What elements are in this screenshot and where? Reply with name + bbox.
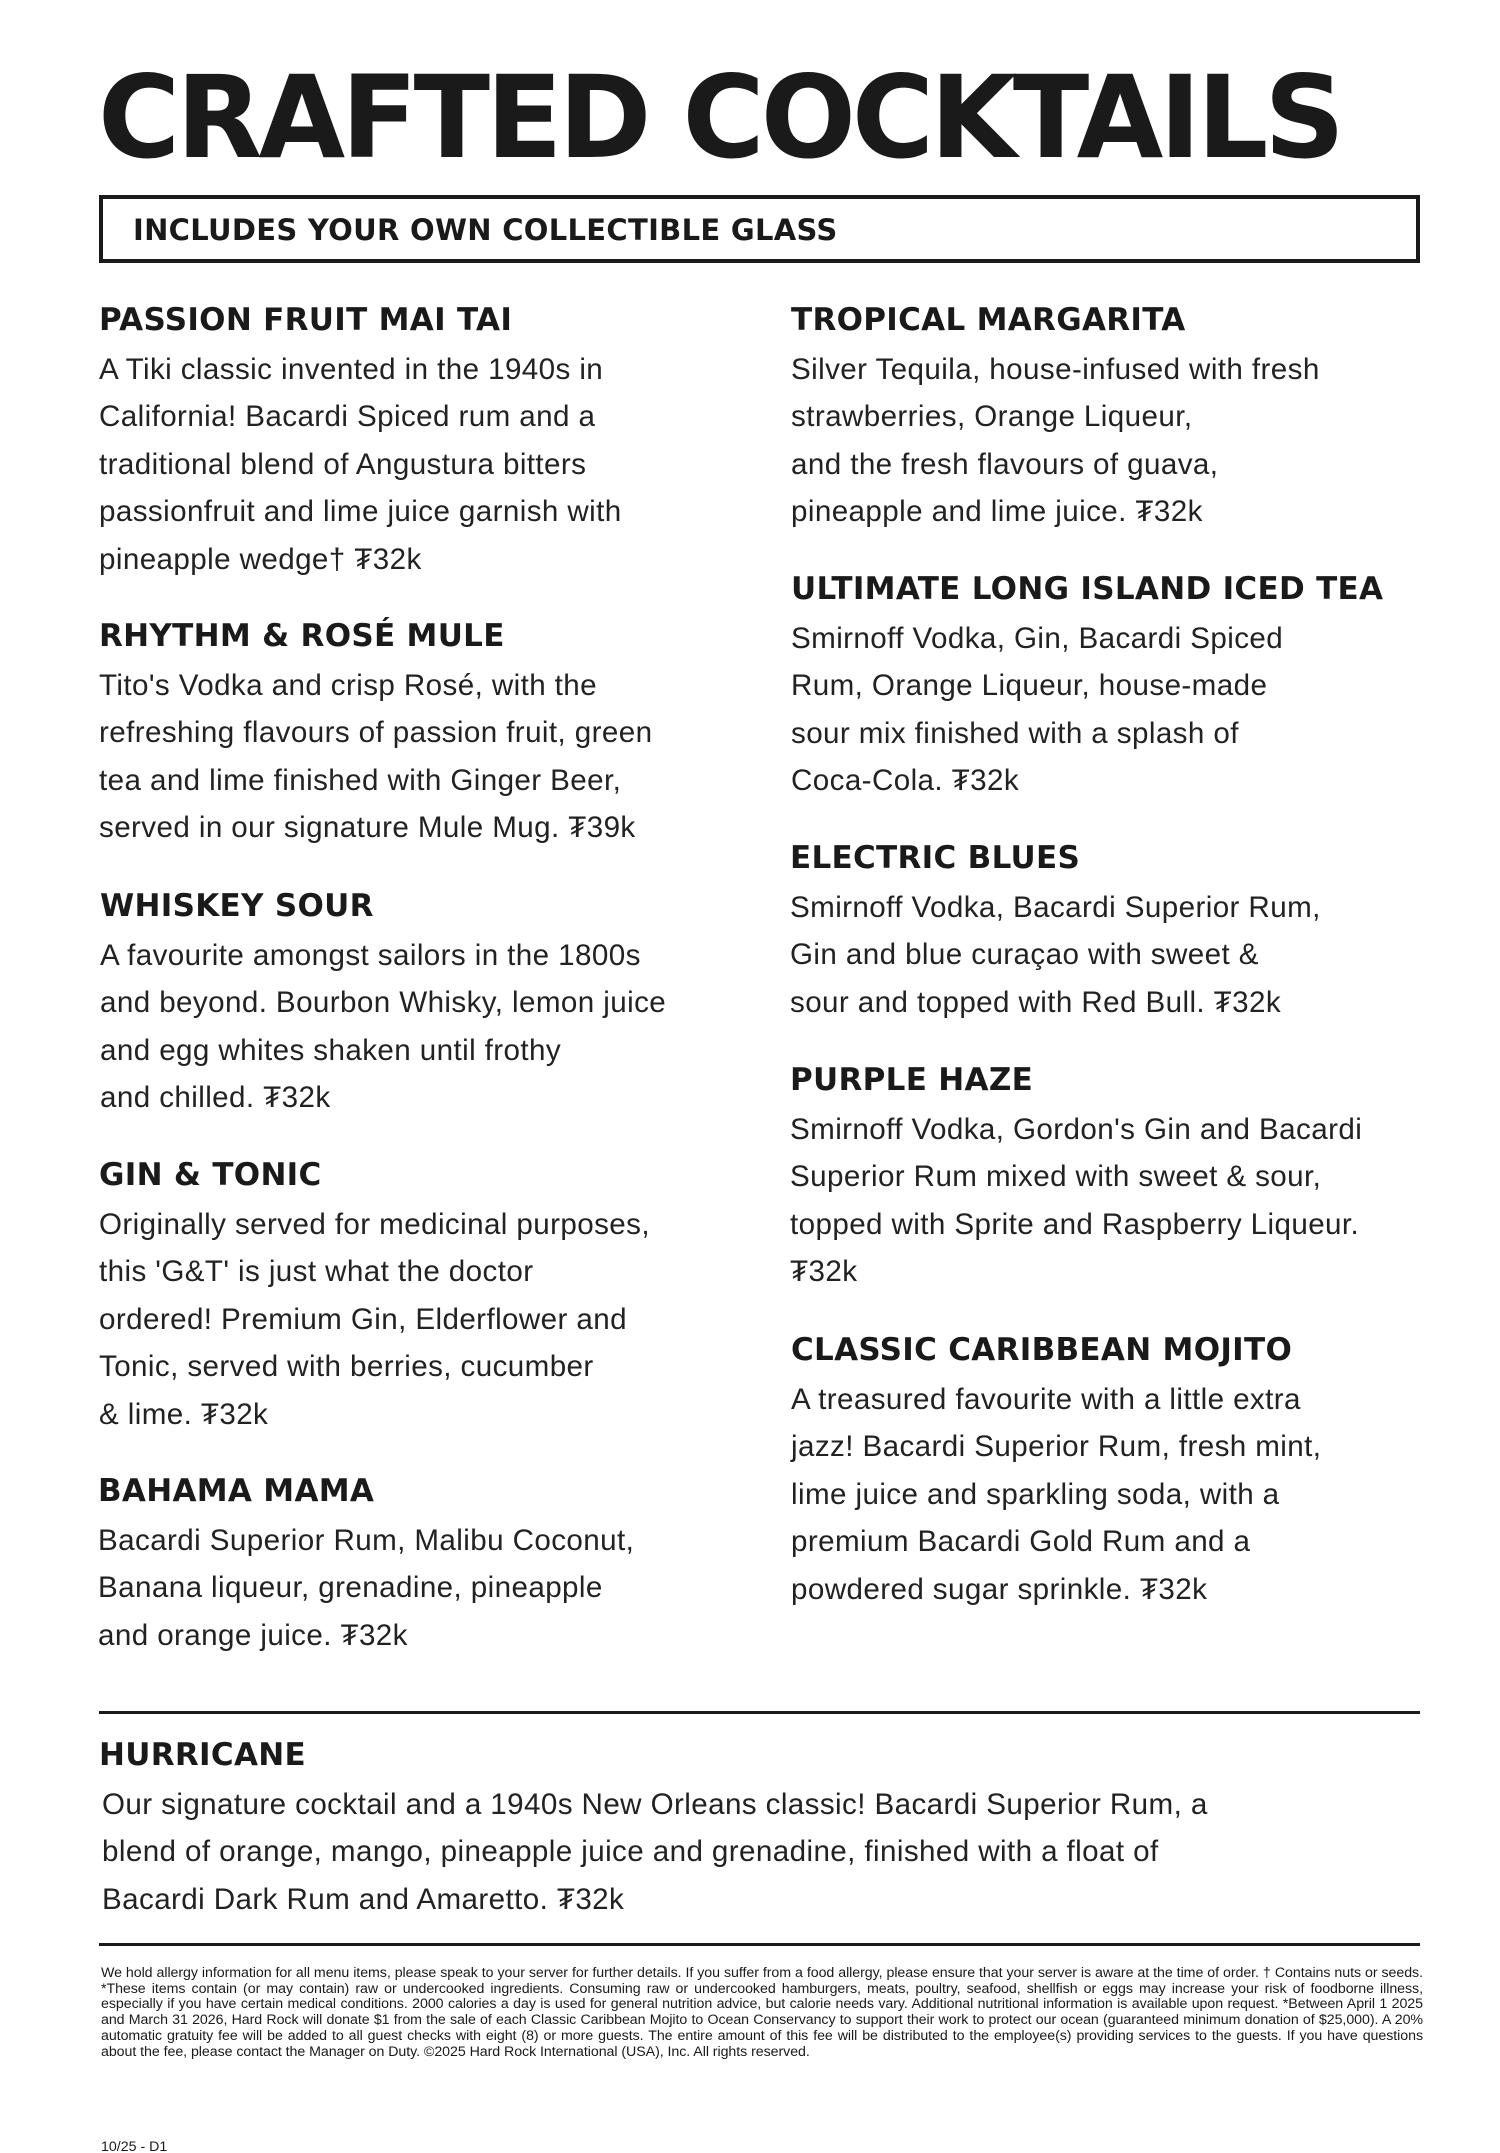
featured-item-description: Our signature cocktail and a 1940s New Orleans classic! Bacardi Superior Rum, a blend of orange, mango, pineapple juice and grenadine, finished with a float of Bacardi Dark Rum and Amaretto. ₮32k [102, 1788, 1208, 1916]
item-description: Originally served for medicinal purposes, this 'G&T' is just what the doctor ordered! Premium Gin, Elderflower and Tonic, served with berries, cucumber & lime. ₮32k [99, 1208, 650, 1431]
menu-item [791, 569, 1451, 805]
menu-item [790, 1060, 1450, 1296]
menu-item [790, 838, 1450, 1026]
item-name: PURPLE HAZE [790, 1062, 1034, 1098]
menu-item [791, 300, 1451, 536]
item-name: PASSION FRUIT MAI TAI [99, 302, 513, 338]
menu-item [100, 886, 750, 1122]
item-description: Silver Tequila, house-infused with fresh strawberries, Orange Liqueur, and the fresh flavours of guava, pineapple and lime juice. ₮32k [791, 353, 1320, 529]
section-divider [99, 1711, 1420, 1714]
menu-item [99, 300, 749, 583]
item-name: GIN & TONIC [99, 1157, 322, 1193]
menu-item [98, 1471, 748, 1659]
item-name: ULTIMATE LONG ISLAND ICED TEA [791, 571, 1384, 607]
item-name: TROPICAL MARGARITA [791, 302, 1186, 338]
footer-disclaimer: We hold allergy information for all menu items, please speak to your server for further details. If you suffer from a food allergy, please ensure that your server is aware at the time of order. † Contains nuts or seeds. *These items contain (or may contain) raw or undercooked ingredients. Consuming raw or undercooked hamburgers, meats, poultry, seafood, shellfish or eggs may increase your risk of foodborne illness, especially if you have certain medical conditions. 2000 calories a day is used for general nutrition advice, but calorie needs vary. Additional nutritional information is available upon request. *Between April 1 2025 and March 31 2026, Hard Rock will donate $1 from the sale of each Classic Caribbean Mojito to Ocean Conservancy to support their work to protect our ocean (guaranteed minimum donation of $25,000). A 20% automatic gratuity fee will be added to all guest checks with eight (8) or more guests. The entire amount of this fee will be distributed to the employee(s) providing services to the guests. If you have questions about the fee, please contact the Manager on Duty. ©2025 Hard Rock International (USA), Inc. All rights reserved. [101, 1965, 1423, 2060]
item-name: CLASSIC CARIBBEAN MOJITO [791, 1332, 1293, 1368]
featured-item [99, 1735, 1420, 1923]
item-description: A Tiki classic invented in the 1940s in California! Bacardi Spiced rum and a traditional blend of Angustura bitters passionfruit and lime juice garnish with pineapple wedge† ₮32k [99, 353, 622, 576]
menu-code: 10/25 - D1 [101, 2139, 168, 2153]
item-name: WHISKEY SOUR [100, 888, 374, 924]
featured-item-name: HURRICANE [99, 1737, 306, 1773]
item-description: Tito's Vodka and crisp Rosé, with the refreshing flavours of passion fruit, green tea and lime finished with Ginger Beer, served in our signature Mule Mug. ₮39k [99, 669, 653, 845]
subtitle-text: INCLUDES YOUR OWN COLLECTIBLE GLASS [133, 213, 838, 247]
item-description: Smirnoff Vodka, Gin, Bacardi Spiced Rum, Orange Liqueur, house-made sour mix finished with a splash of Coca-Cola. ₮32k [791, 622, 1284, 798]
subtitle-banner [99, 195, 1420, 263]
menu-item [791, 1330, 1451, 1613]
menu-item [99, 616, 749, 852]
item-description: Bacardi Superior Rum, Malibu Coconut, Banana liqueur, grenadine, pineapple and orange juice. ₮32k [98, 1524, 635, 1652]
item-name: ELECTRIC BLUES [790, 840, 1081, 876]
item-description: A favourite amongst sailors in the 1800s and beyond. Bourbon Whisky, lemon juice and egg whites shaken until frothy and chilled. ₮32k [100, 939, 667, 1115]
item-description: Smirnoff Vodka, Gordon's Gin and Bacardi Superior Rum mixed with sweet & sour, topped with Sprite and Raspberry Liqueur. ₮32k [790, 1113, 1363, 1289]
item-name: RHYTHM & ROSÉ MULE [99, 618, 505, 654]
item-description: A treasured favourite with a little extra jazz! Bacardi Superior Rum, fresh mint, lime juice and sparkling soda, with a premium Bacardi Gold Rum and a powdered sugar sprinkle. ₮32k [791, 1383, 1322, 1606]
footer-divider [99, 1943, 1420, 1946]
page-title: CRAFTED COCKTAILS [98, 51, 1341, 185]
menu-item [99, 1155, 749, 1438]
item-description: Smirnoff Vodka, Bacardi Superior Rum, Gin and blue curaçao with sweet & sour and topped with Red Bull. ₮32k [790, 891, 1321, 1019]
item-name: BAHAMA MAMA [98, 1473, 375, 1509]
